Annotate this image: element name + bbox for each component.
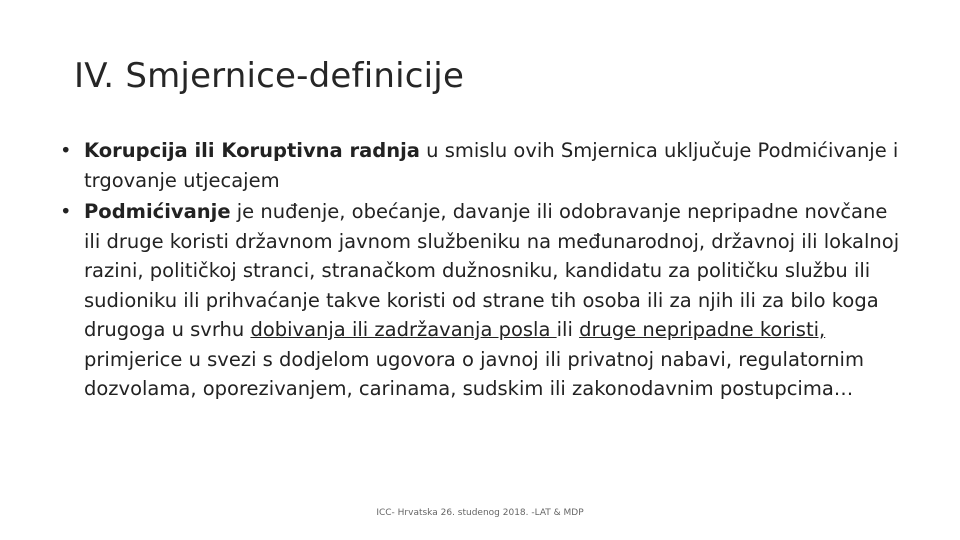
bullet-text: primjerice u svezi s dodjelom ugovora o javnoj ili privatnoj nabavi, regulatornim dozvolama, oporezivanjem, carinama, sudskim ili zakonodavnim postupcima… [84,347,864,400]
bullet-text: u smislu ovih Smjernica uključuje Podmićivanje i trgovanje utjecajem [84,139,899,192]
bullet-item-corruption [60,136,900,195]
bullet-term: Podmićivanje [84,200,231,223]
bullet-item-bribery [60,197,900,404]
slide-title: IV. Smjernice-definicije [74,56,465,96]
underlined-phrase: druge nepripadne koristi, [579,318,826,341]
bullet-text: je nuđenje, obećanje, davanje ili odobravanje nepripadne novčane ili druge koristi državnom javnom službeniku na međunarodnoj, državnoj ili lokalnoj razini, političkoj stranci, stranačkom dužnosniku, kandidatu za političku službu ili sudioniku ili prihvaćanje takve koristi od strane tih osoba ili za njih ili za bilo koga drugoga u svrhu [84,200,900,341]
bullet-text: ili [556,318,580,341]
slide-footer: ICC- Hrvatska 26. studenog 2018. -LAT & MDP [376,508,584,518]
bullet-term: Korupcija ili Koruptivna radnja [84,139,420,162]
bullet-list [60,136,900,406]
underlined-phrase: dobivanja ili zadržavanja posla [250,318,557,341]
